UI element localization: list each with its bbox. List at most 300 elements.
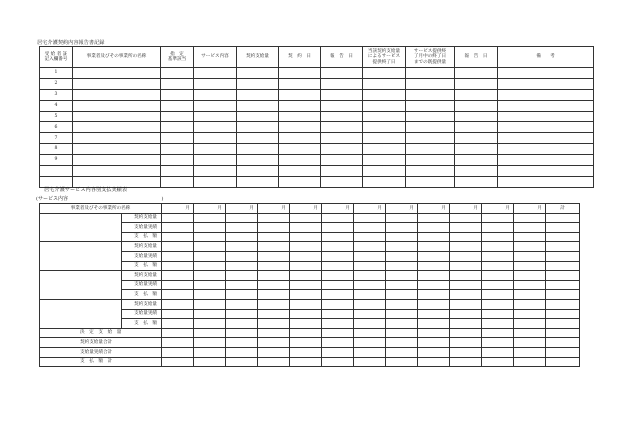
summary-cell[interactable] (258, 338, 290, 348)
contract-cell[interactable] (321, 100, 363, 111)
contract-cell[interactable] (363, 176, 406, 187)
contract-cell[interactable] (279, 111, 321, 122)
amount-cell[interactable] (290, 319, 322, 329)
summary-cell[interactable] (354, 357, 386, 367)
amount-cell[interactable] (546, 280, 580, 290)
amount-cell[interactable] (322, 242, 354, 252)
amount-cell[interactable] (514, 319, 546, 329)
contract-cell[interactable] (194, 144, 237, 155)
contract-cell[interactable] (406, 122, 455, 133)
summary-cell[interactable] (418, 347, 450, 357)
contract-cell[interactable] (73, 155, 161, 166)
summary-cell[interactable] (290, 328, 322, 338)
amount-cell[interactable] (354, 232, 386, 242)
amount-cell[interactable] (418, 213, 450, 223)
contract-cell[interactable] (406, 89, 455, 100)
amount-cell[interactable] (226, 309, 258, 319)
contract-cell[interactable] (73, 68, 161, 79)
contract-cell[interactable] (237, 68, 279, 79)
amount-cell[interactable] (162, 290, 194, 300)
summary-cell[interactable] (354, 328, 386, 338)
amount-cell[interactable] (418, 251, 450, 261)
summary-cell[interactable] (322, 357, 354, 367)
summary-cell[interactable] (482, 357, 514, 367)
amount-cell[interactable] (194, 213, 226, 223)
contract-cell[interactable] (406, 155, 455, 166)
amount-cell[interactable] (386, 242, 418, 252)
amount-cell[interactable] (354, 271, 386, 281)
contract-cell[interactable] (279, 166, 321, 177)
contract-cell[interactable] (321, 144, 363, 155)
amount-cell[interactable] (162, 271, 194, 281)
summary-cell[interactable] (514, 347, 546, 357)
amount-cell[interactable] (514, 299, 546, 309)
summary-cell[interactable] (194, 338, 226, 348)
amount-cell[interactable] (322, 261, 354, 271)
amount-cell[interactable] (162, 251, 194, 261)
contract-cell[interactable] (161, 111, 194, 122)
amount-cell[interactable] (386, 309, 418, 319)
contract-cell[interactable] (237, 133, 279, 144)
amount-cell[interactable] (322, 309, 354, 319)
summary-cell[interactable] (162, 338, 194, 348)
provider-name-cell[interactable] (40, 299, 122, 328)
summary-cell[interactable] (162, 357, 194, 367)
contract-cell[interactable] (73, 78, 161, 89)
contract-cell[interactable] (455, 89, 498, 100)
contract-cell[interactable] (73, 166, 161, 177)
summary-cell[interactable] (418, 357, 450, 367)
summary-cell[interactable] (226, 328, 258, 338)
summary-cell[interactable] (514, 357, 546, 367)
summary-cell[interactable] (322, 328, 354, 338)
amount-cell[interactable] (322, 319, 354, 329)
amount-cell[interactable] (418, 242, 450, 252)
amount-cell[interactable] (258, 271, 290, 281)
amount-cell[interactable] (386, 223, 418, 233)
amount-cell[interactable] (514, 242, 546, 252)
summary-cell[interactable] (450, 357, 482, 367)
contract-cell[interactable] (321, 166, 363, 177)
amount-cell[interactable] (482, 242, 514, 252)
contract-cell[interactable] (498, 78, 594, 89)
amount-cell[interactable] (258, 261, 290, 271)
amount-cell[interactable] (258, 309, 290, 319)
contract-cell[interactable] (498, 111, 594, 122)
amount-cell[interactable] (162, 299, 194, 309)
amount-cell[interactable] (546, 251, 580, 261)
contract-cell[interactable] (321, 122, 363, 133)
summary-cell[interactable] (322, 338, 354, 348)
amount-cell[interactable] (226, 261, 258, 271)
amount-cell[interactable] (354, 290, 386, 300)
contract-cell[interactable] (237, 100, 279, 111)
contract-cell[interactable] (279, 176, 321, 187)
contract-cell[interactable] (363, 155, 406, 166)
summary-cell[interactable] (194, 357, 226, 367)
amount-cell[interactable] (450, 251, 482, 261)
contract-cell[interactable] (161, 78, 194, 89)
contract-cell[interactable] (321, 176, 363, 187)
contract-cell[interactable] (73, 111, 161, 122)
contract-cell[interactable] (194, 176, 237, 187)
amount-cell[interactable] (482, 299, 514, 309)
amount-cell[interactable] (514, 280, 546, 290)
amount-cell[interactable] (514, 251, 546, 261)
contract-cell[interactable] (498, 89, 594, 100)
summary-cell[interactable] (386, 338, 418, 348)
contract-cell[interactable] (73, 122, 161, 133)
contract-cell[interactable] (279, 144, 321, 155)
amount-cell[interactable] (546, 242, 580, 252)
contract-cell[interactable] (161, 176, 194, 187)
summary-cell[interactable] (194, 347, 226, 357)
amount-cell[interactable] (194, 309, 226, 319)
contract-cell[interactable] (455, 133, 498, 144)
amount-cell[interactable] (322, 280, 354, 290)
contract-cell[interactable] (363, 166, 406, 177)
summary-cell[interactable] (354, 338, 386, 348)
amount-cell[interactable] (418, 309, 450, 319)
amount-cell[interactable] (322, 299, 354, 309)
amount-cell[interactable] (322, 290, 354, 300)
summary-cell[interactable] (194, 328, 226, 338)
amount-cell[interactable] (194, 271, 226, 281)
amount-cell[interactable] (386, 271, 418, 281)
amount-cell[interactable] (450, 223, 482, 233)
amount-cell[interactable] (482, 261, 514, 271)
amount-cell[interactable] (290, 280, 322, 290)
contract-cell[interactable] (194, 166, 237, 177)
amount-cell[interactable] (546, 223, 580, 233)
summary-cell[interactable] (482, 347, 514, 357)
amount-cell[interactable] (514, 213, 546, 223)
amount-cell[interactable] (418, 223, 450, 233)
amount-cell[interactable] (258, 280, 290, 290)
contract-cell[interactable] (279, 122, 321, 133)
contract-cell[interactable] (194, 68, 237, 79)
amount-cell[interactable] (546, 309, 580, 319)
summary-cell[interactable] (322, 347, 354, 357)
contract-cell[interactable] (363, 144, 406, 155)
contract-cell[interactable] (161, 68, 194, 79)
contract-cell[interactable] (194, 111, 237, 122)
amount-cell[interactable] (418, 232, 450, 242)
contract-cell[interactable] (161, 100, 194, 111)
amount-cell[interactable] (386, 251, 418, 261)
contract-cell[interactable] (73, 133, 161, 144)
amount-cell[interactable] (482, 280, 514, 290)
amount-cell[interactable] (162, 213, 194, 223)
amount-cell[interactable] (386, 319, 418, 329)
amount-cell[interactable] (514, 223, 546, 233)
contract-cell[interactable] (455, 68, 498, 79)
amount-cell[interactable] (482, 290, 514, 300)
summary-cell[interactable] (258, 357, 290, 367)
summary-cell[interactable] (386, 347, 418, 357)
amount-cell[interactable] (194, 251, 226, 261)
amount-cell[interactable] (418, 319, 450, 329)
contract-cell[interactable] (363, 78, 406, 89)
amount-cell[interactable] (514, 261, 546, 271)
amount-cell[interactable] (194, 280, 226, 290)
amount-cell[interactable] (354, 242, 386, 252)
amount-cell[interactable] (258, 242, 290, 252)
amount-cell[interactable] (354, 213, 386, 223)
summary-cell[interactable] (258, 328, 290, 338)
contract-cell[interactable] (498, 155, 594, 166)
amount-cell[interactable] (354, 319, 386, 329)
contract-cell[interactable] (363, 133, 406, 144)
contract-cell[interactable] (406, 176, 455, 187)
amount-cell[interactable] (322, 213, 354, 223)
contract-cell[interactable] (363, 68, 406, 79)
summary-cell[interactable] (290, 338, 322, 348)
summary-cell[interactable] (258, 347, 290, 357)
amount-cell[interactable] (322, 251, 354, 261)
amount-cell[interactable] (418, 271, 450, 281)
amount-cell[interactable] (546, 261, 580, 271)
amount-cell[interactable] (386, 299, 418, 309)
amount-cell[interactable] (194, 290, 226, 300)
contract-cell[interactable] (161, 122, 194, 133)
amount-cell[interactable] (354, 223, 386, 233)
contract-cell[interactable] (161, 89, 194, 100)
amount-cell[interactable] (354, 280, 386, 290)
amount-cell[interactable] (450, 309, 482, 319)
amount-cell[interactable] (546, 232, 580, 242)
service-type-field[interactable] (36, 195, 164, 202)
summary-cell[interactable] (226, 357, 258, 367)
contract-cell[interactable] (363, 89, 406, 100)
summary-cell[interactable] (514, 328, 546, 338)
amount-cell[interactable] (258, 232, 290, 242)
amount-cell[interactable] (546, 299, 580, 309)
contract-cell[interactable] (237, 111, 279, 122)
amount-cell[interactable] (290, 261, 322, 271)
contract-cell[interactable] (73, 144, 161, 155)
amount-cell[interactable] (386, 261, 418, 271)
summary-cell[interactable] (354, 347, 386, 357)
amount-cell[interactable] (418, 290, 450, 300)
contract-cell[interactable] (406, 166, 455, 177)
amount-cell[interactable] (450, 271, 482, 281)
contract-cell[interactable] (455, 78, 498, 89)
amount-cell[interactable] (482, 309, 514, 319)
amount-cell[interactable] (386, 213, 418, 223)
provider-name-cell[interactable] (40, 242, 122, 271)
amount-cell[interactable] (546, 319, 580, 329)
amount-cell[interactable] (418, 280, 450, 290)
contract-cell[interactable] (194, 133, 237, 144)
contract-cell[interactable] (321, 78, 363, 89)
contract-cell[interactable] (455, 176, 498, 187)
contract-cell[interactable] (237, 176, 279, 187)
amount-cell[interactable] (546, 271, 580, 281)
amount-cell[interactable] (258, 223, 290, 233)
amount-cell[interactable] (514, 309, 546, 319)
contract-cell[interactable] (237, 155, 279, 166)
amount-cell[interactable] (162, 309, 194, 319)
contract-cell[interactable] (279, 78, 321, 89)
contract-cell[interactable] (237, 89, 279, 100)
contract-cell[interactable] (406, 78, 455, 89)
amount-cell[interactable] (162, 280, 194, 290)
contract-cell[interactable] (406, 100, 455, 111)
summary-cell[interactable] (386, 328, 418, 338)
amount-cell[interactable] (290, 242, 322, 252)
contract-cell[interactable] (161, 166, 194, 177)
contract-cell[interactable] (237, 144, 279, 155)
amount-cell[interactable] (258, 290, 290, 300)
amount-cell[interactable] (450, 232, 482, 242)
amount-cell[interactable] (194, 223, 226, 233)
amount-cell[interactable] (354, 251, 386, 261)
amount-cell[interactable] (322, 232, 354, 242)
contract-cell[interactable] (194, 122, 237, 133)
contract-cell[interactable] (498, 122, 594, 133)
amount-cell[interactable] (450, 261, 482, 271)
amount-cell[interactable] (194, 261, 226, 271)
amount-cell[interactable] (258, 319, 290, 329)
summary-cell[interactable] (450, 328, 482, 338)
amount-cell[interactable] (226, 299, 258, 309)
summary-cell[interactable] (546, 357, 580, 367)
amount-cell[interactable] (226, 213, 258, 223)
contract-cell[interactable] (237, 122, 279, 133)
contract-cell[interactable] (279, 68, 321, 79)
contract-cell[interactable] (406, 111, 455, 122)
contract-cell[interactable] (194, 100, 237, 111)
summary-cell[interactable] (386, 357, 418, 367)
contract-cell[interactable] (279, 100, 321, 111)
amount-cell[interactable] (290, 232, 322, 242)
contract-cell[interactable] (161, 144, 194, 155)
amount-cell[interactable] (450, 299, 482, 309)
contract-cell[interactable] (498, 144, 594, 155)
summary-cell[interactable] (418, 328, 450, 338)
amount-cell[interactable] (482, 319, 514, 329)
amount-cell[interactable] (226, 242, 258, 252)
contract-cell[interactable] (455, 166, 498, 177)
summary-cell[interactable] (450, 338, 482, 348)
contract-cell[interactable] (455, 111, 498, 122)
amount-cell[interactable] (482, 223, 514, 233)
amount-cell[interactable] (226, 319, 258, 329)
contract-cell[interactable] (237, 166, 279, 177)
amount-cell[interactable] (194, 299, 226, 309)
amount-cell[interactable] (258, 299, 290, 309)
contract-cell[interactable] (455, 100, 498, 111)
amount-cell[interactable] (546, 213, 580, 223)
summary-cell[interactable] (546, 347, 580, 357)
contract-cell[interactable] (194, 78, 237, 89)
summary-cell[interactable] (418, 338, 450, 348)
amount-cell[interactable] (290, 290, 322, 300)
contract-cell[interactable] (363, 100, 406, 111)
amount-cell[interactable] (162, 261, 194, 271)
provider-name-cell[interactable] (40, 271, 122, 300)
summary-cell[interactable] (546, 328, 580, 338)
amount-cell[interactable] (418, 299, 450, 309)
contract-cell[interactable] (321, 68, 363, 79)
contract-cell[interactable] (279, 89, 321, 100)
contract-cell[interactable] (498, 100, 594, 111)
amount-cell[interactable] (546, 290, 580, 300)
contract-cell[interactable] (321, 89, 363, 100)
amount-cell[interactable] (226, 290, 258, 300)
amount-cell[interactable] (226, 271, 258, 281)
amount-cell[interactable] (514, 290, 546, 300)
amount-cell[interactable] (482, 232, 514, 242)
amount-cell[interactable] (450, 242, 482, 252)
amount-cell[interactable] (354, 261, 386, 271)
amount-cell[interactable] (258, 213, 290, 223)
amount-cell[interactable] (226, 251, 258, 261)
amount-cell[interactable] (226, 232, 258, 242)
contract-cell[interactable] (237, 78, 279, 89)
amount-cell[interactable] (450, 290, 482, 300)
amount-cell[interactable] (194, 232, 226, 242)
amount-cell[interactable] (194, 242, 226, 252)
contract-cell[interactable] (363, 111, 406, 122)
summary-cell[interactable] (162, 347, 194, 357)
amount-cell[interactable] (162, 232, 194, 242)
amount-cell[interactable] (386, 280, 418, 290)
summary-cell[interactable] (162, 328, 194, 338)
amount-cell[interactable] (482, 213, 514, 223)
contract-cell[interactable] (363, 122, 406, 133)
amount-cell[interactable] (258, 251, 290, 261)
summary-cell[interactable] (514, 338, 546, 348)
amount-cell[interactable] (418, 261, 450, 271)
contract-cell[interactable] (279, 133, 321, 144)
amount-cell[interactable] (226, 223, 258, 233)
contract-cell[interactable] (321, 155, 363, 166)
contract-cell[interactable] (498, 176, 594, 187)
contract-cell[interactable] (498, 166, 594, 177)
amount-cell[interactable] (354, 299, 386, 309)
amount-cell[interactable] (482, 251, 514, 261)
amount-cell[interactable] (386, 290, 418, 300)
summary-cell[interactable] (226, 347, 258, 357)
contract-cell[interactable] (455, 122, 498, 133)
provider-name-cell[interactable] (40, 213, 122, 242)
summary-cell[interactable] (482, 338, 514, 348)
amount-cell[interactable] (290, 309, 322, 319)
contract-cell[interactable] (279, 155, 321, 166)
contract-cell[interactable] (194, 89, 237, 100)
amount-cell[interactable] (322, 223, 354, 233)
contract-cell[interactable] (73, 100, 161, 111)
contract-cell[interactable] (161, 155, 194, 166)
amount-cell[interactable] (514, 232, 546, 242)
amount-cell[interactable] (290, 213, 322, 223)
amount-cell[interactable] (386, 232, 418, 242)
amount-cell[interactable] (194, 319, 226, 329)
contract-cell[interactable] (321, 111, 363, 122)
amount-cell[interactable] (514, 271, 546, 281)
summary-cell[interactable] (226, 338, 258, 348)
summary-cell[interactable] (482, 328, 514, 338)
amount-cell[interactable] (226, 280, 258, 290)
contract-cell[interactable] (406, 133, 455, 144)
contract-cell[interactable] (455, 155, 498, 166)
contract-cell[interactable] (73, 89, 161, 100)
contract-cell[interactable] (498, 68, 594, 79)
contract-cell[interactable] (406, 68, 455, 79)
contract-cell[interactable] (498, 133, 594, 144)
